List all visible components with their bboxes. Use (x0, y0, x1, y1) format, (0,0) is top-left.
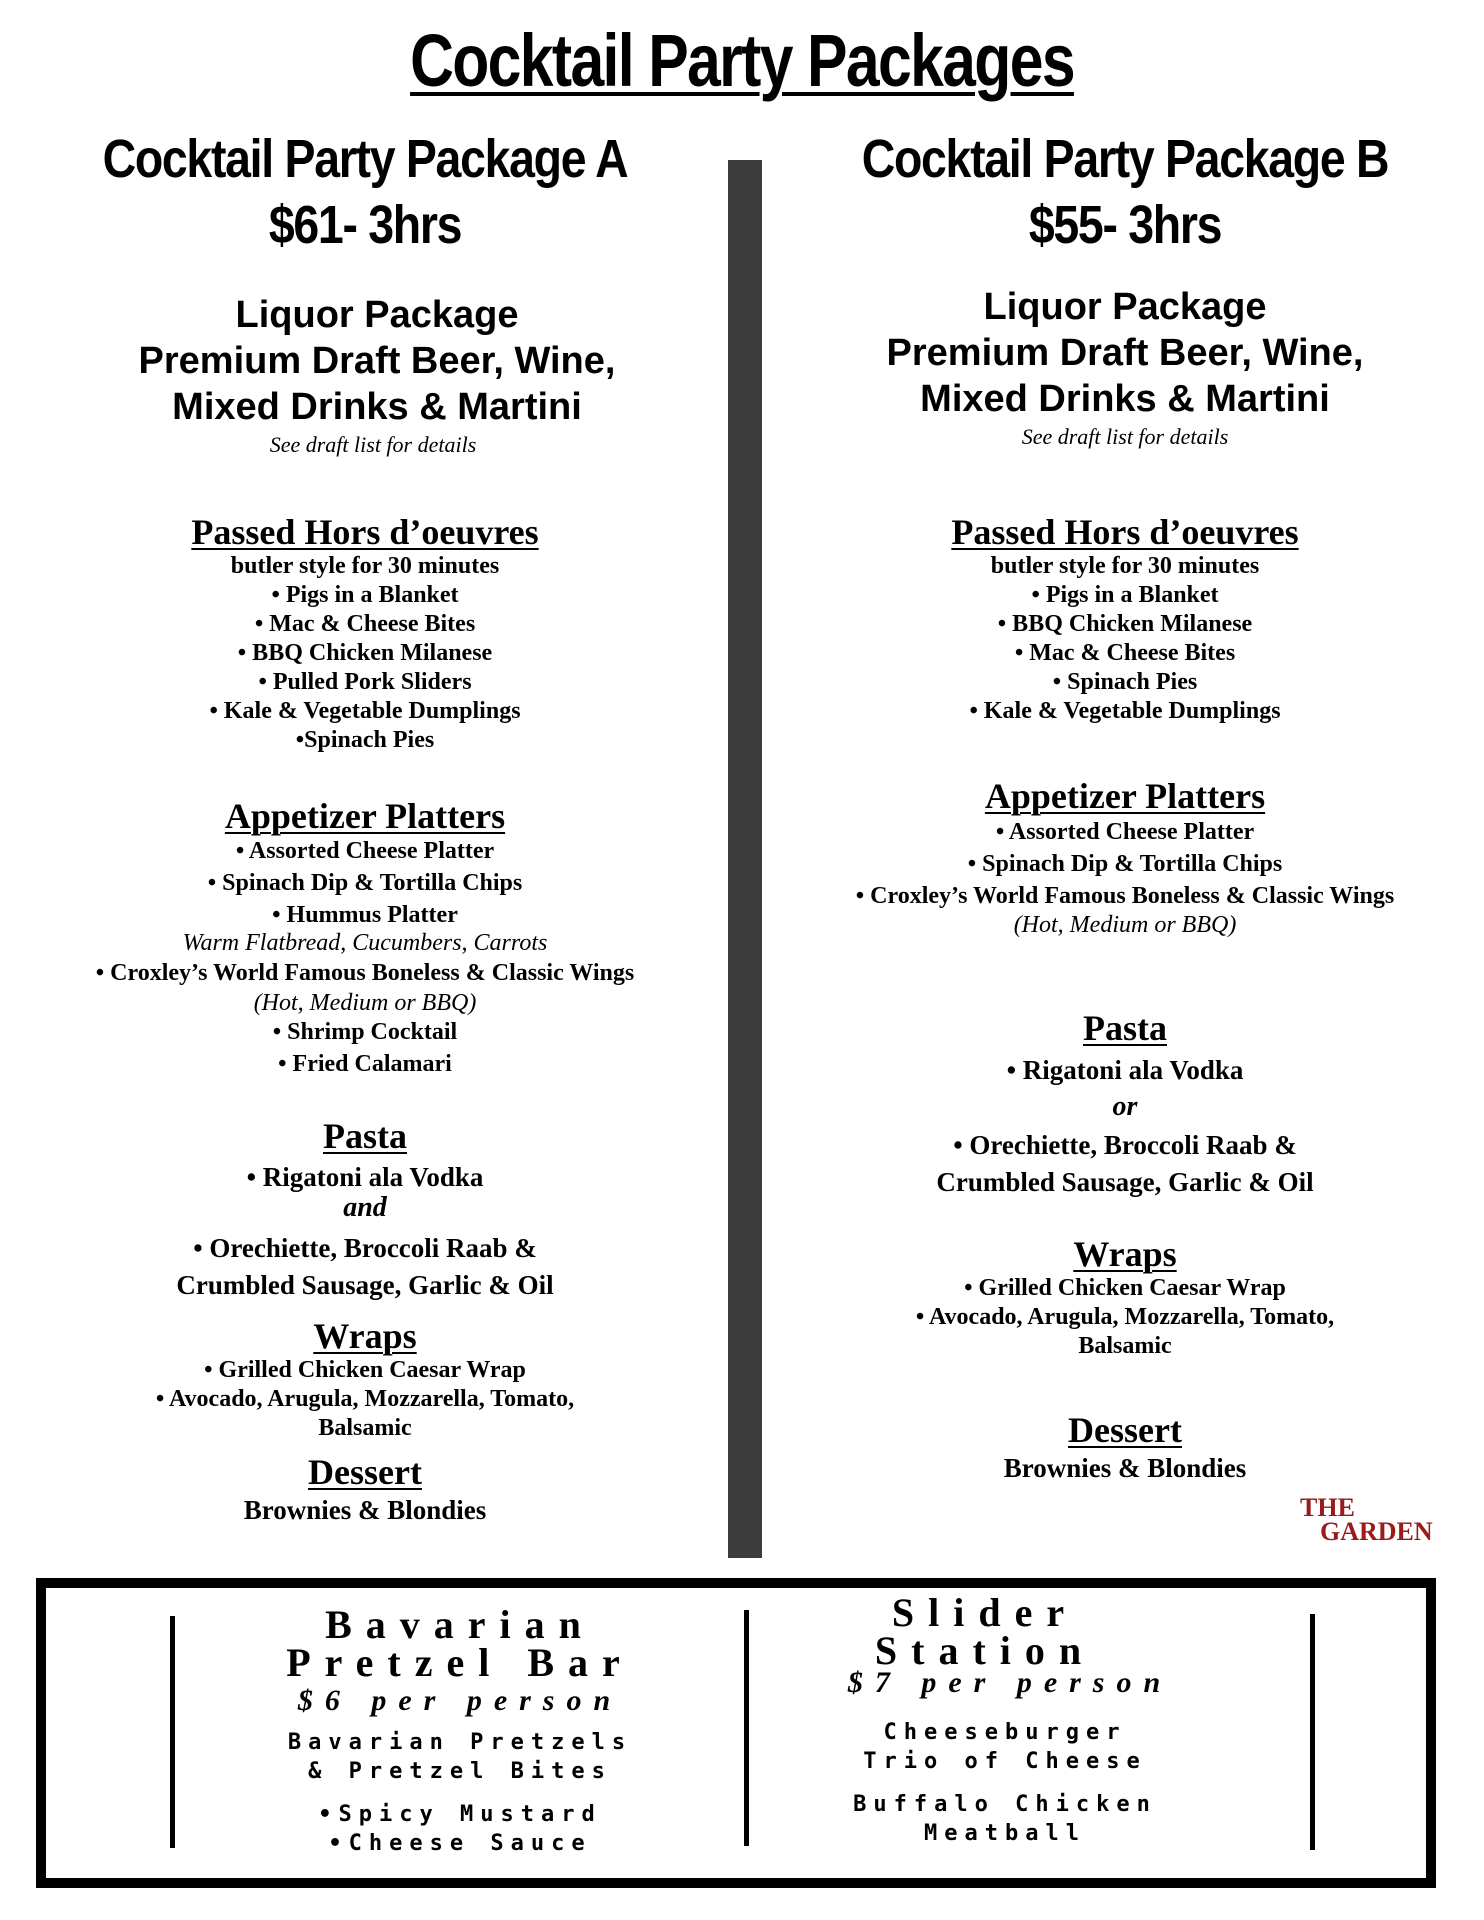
list-item: • Mac & Cheese Bites (254, 611, 476, 637)
list-item: Balsamic (1078, 1333, 1172, 1359)
list-item: Crumbled Sausage, Garlic & Oil (176, 1270, 554, 1300)
station-title: Pretzel Bar (286, 1640, 634, 1685)
package-a-dessert (0, 1452, 730, 1529)
list-item: • Pigs in a Blanket (1031, 582, 1219, 608)
liquor-line: Mixed Drinks & Martini (172, 386, 582, 428)
list-item: • Kale & Vegetable Dumplings (209, 698, 521, 724)
pretzel-bar-station (180, 1602, 740, 1858)
list-item: • Avocado, Arugula, Mozzarella, Tomato, (155, 1386, 575, 1412)
package-a-liquor (12, 292, 742, 430)
pasta-heading: Pasta (1083, 1008, 1167, 1048)
list-item: Crumbled Sausage, Garlic & Oil (936, 1167, 1314, 1197)
wraps-heading: Wraps (1073, 1234, 1177, 1274)
wraps-heading: Wraps (313, 1316, 417, 1356)
package-b-title: Cocktail Party Package B (861, 129, 1389, 189)
package-b-pasta (760, 1008, 1484, 1201)
list-item: Brownies & Blondies (1003, 1453, 1247, 1483)
list-item: Cheeseburger (883, 1720, 1127, 1745)
list-item: • Grilled Chicken Caesar Wrap (964, 1275, 1286, 1301)
list-item: • Kale & Vegetable Dumplings (969, 698, 1281, 724)
list-item: • Fried Calamari (278, 1051, 452, 1077)
logo-line: THE (1300, 1493, 1355, 1522)
list-item: •Spicy Mustard (318, 1802, 602, 1827)
liquor-line: Liquor Package (983, 286, 1267, 328)
list-item: • Assorted Cheese Platter (995, 819, 1255, 845)
station-title: Slider (891, 1590, 1079, 1635)
package-a-appetizers (0, 796, 730, 1079)
the-garden-logo (1300, 1493, 1460, 1546)
package-b-liquor (760, 284, 1484, 422)
list-item: • Rigatoni ala Vodka (1006, 1055, 1244, 1085)
list-item: • Spinach Dip & Tortilla Chips (207, 870, 523, 896)
package-a-price: $61- 3hrs (268, 195, 462, 255)
list-item: •Spinach Pies (295, 727, 435, 753)
passed-heading: Passed Hors d’oeuvres (191, 512, 539, 552)
station-title: Bavarian (325, 1602, 595, 1647)
appetizers-heading: Appetizer Platters (224, 796, 506, 836)
list-item: • Pulled Pork Sliders (258, 669, 472, 695)
column-divider (728, 160, 762, 1558)
list-item: Balsamic (318, 1415, 412, 1441)
dessert-heading: Dessert (1068, 1410, 1182, 1450)
liquor-line: Premium Draft Beer, Wine, (138, 340, 616, 382)
list-item: • Assorted Cheese Platter (235, 838, 495, 864)
station-divider (170, 1616, 175, 1848)
pasta-heading: Pasta (323, 1116, 407, 1156)
list-item: • Croxley’s World Famous Boneless & Classic Wings (95, 960, 635, 986)
package-a-passed (0, 512, 730, 755)
package-b-wraps (760, 1234, 1484, 1361)
list-item: & Pretzel Bites (308, 1759, 612, 1784)
list-item: • Spinach Dip & Tortilla Chips (967, 851, 1283, 877)
slider-station (754, 1590, 1306, 1848)
list-item: Bavarian Pretzels (287, 1730, 633, 1755)
list-item: • Avocado, Arugula, Mozzarella, Tomato, (915, 1304, 1335, 1330)
list-item: • Shrimp Cocktail (272, 1019, 458, 1045)
package-a-pasta (0, 1116, 730, 1304)
list-item: Buffalo Chicken (853, 1792, 1157, 1817)
station-title: Station (874, 1628, 1096, 1673)
hummus-note: Warm Flatbread, Cucumbers, Carrots (182, 930, 548, 956)
package-a-wraps (0, 1316, 730, 1443)
list-item: • Orechiette, Broccoli Raab & (953, 1130, 1297, 1160)
list-item: • Pigs in a Blanket (271, 582, 459, 608)
list-item: Meatball (924, 1821, 1086, 1846)
list-item: • Orechiette, Broccoli Raab & (193, 1233, 537, 1263)
list-item: Trio of Cheese (863, 1749, 1147, 1774)
dessert-heading: Dessert (308, 1452, 422, 1492)
list-item: • Rigatoni ala Vodka (246, 1162, 484, 1192)
list-item: • Croxley’s World Famous Boneless & Classic Wings (855, 883, 1395, 909)
pasta-joiner: and (343, 1192, 387, 1223)
list-item: • Mac & Cheese Bites (1014, 640, 1236, 666)
page-title: Cocktail Party Packages (410, 19, 1074, 102)
wings-note: (Hot, Medium or BBQ) (253, 990, 477, 1016)
package-a-title: Cocktail Party Package A (102, 129, 628, 189)
wings-note: (Hot, Medium or BBQ) (1013, 912, 1237, 938)
pasta-joiner: or (1112, 1091, 1138, 1122)
list-item: • BBQ Chicken Milanese (237, 640, 493, 666)
package-b-price: $55- 3hrs (1028, 195, 1222, 255)
list-item: • Grilled Chicken Caesar Wrap (204, 1357, 526, 1383)
station-price: $7 per person (847, 1666, 1173, 1699)
appetizers-heading: Appetizer Platters (984, 776, 1266, 816)
passed-heading: Passed Hors d’oeuvres (951, 512, 1299, 552)
liquor-line: Liquor Package (235, 294, 519, 336)
logo-line: GARDEN (1320, 1517, 1433, 1546)
list-item: • Hummus Platter (272, 902, 458, 928)
list-item: • BBQ Chicken Milanese (997, 611, 1253, 637)
station-divider (1310, 1614, 1315, 1850)
station-price: $6 per person (297, 1684, 623, 1717)
liquor-line: Mixed Drinks & Martini (920, 378, 1330, 420)
package-b-passed (760, 512, 1484, 726)
package-a-liquor-note: See draft list for details (269, 432, 477, 457)
passed-subtitle: butler style for 30 minutes (990, 553, 1260, 579)
package-b-liquor-note: See draft list for details (1021, 424, 1229, 449)
list-item: • Spinach Pies (1052, 669, 1198, 695)
liquor-line: Premium Draft Beer, Wine, (886, 332, 1364, 374)
package-b-dessert (760, 1410, 1484, 1487)
passed-subtitle: butler style for 30 minutes (230, 553, 500, 579)
list-item: Brownies & Blondies (243, 1495, 487, 1525)
list-item: •Cheese Sauce (328, 1831, 592, 1856)
package-b-appetizers (760, 776, 1484, 938)
